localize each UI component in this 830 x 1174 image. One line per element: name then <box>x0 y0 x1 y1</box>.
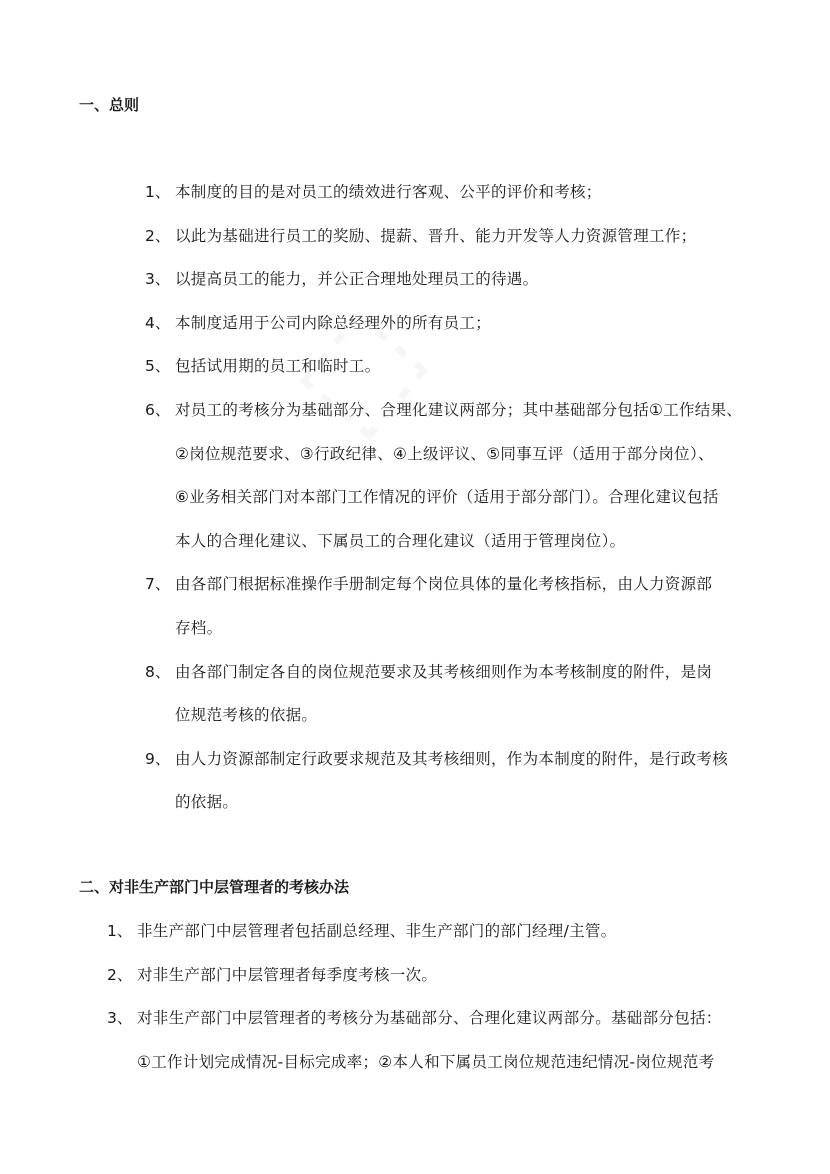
list-item-text: 本制度适用于公司内除总经理外的所有员工； <box>175 313 492 332</box>
section-heading: 二、对非生产部门中层管理者的考核办法 <box>79 878 350 896</box>
section-heading: 一、总则 <box>79 96 140 114</box>
list-item-text: 的依据。 <box>175 793 239 812</box>
list-item-text: 非生产部门中层管理者包括副总经理、非生产部门的部门经理/主管。 <box>137 922 617 940</box>
list-item-text: 本人的合理化建议、下属员工的合理化建议（适用于管理岗位）。 <box>175 531 626 550</box>
list-item-text: 位规范考核的依据。 <box>175 706 318 725</box>
list-item-number: 1、 <box>107 922 133 940</box>
list-item-number: 3、 <box>107 1009 133 1028</box>
list-item-number: 9、 <box>145 749 171 768</box>
list-item-text: 包括试用期的员工和临时工。 <box>175 357 381 376</box>
list-item-text: 由人力资源部制定行政要求规范及其考核细则，作为本制度的附件，是行政考核 <box>175 749 729 768</box>
list-item-number: 7、 <box>145 575 171 594</box>
list-item-text: ⑥业务相关部门对本部门工作情况的评价（适用于部分部门）。合理化建议包括 <box>175 488 719 507</box>
list-item-text: 存档。 <box>175 619 223 637</box>
list-item-text: 对非生产部门中层管理者的考核分为基础部分、合理化建议两部分。基础部分包括： <box>137 1009 722 1028</box>
list-item-number: 8、 <box>145 662 171 681</box>
list-item-number: 3、 <box>145 270 171 289</box>
list-item-text: 对非生产部门中层管理者每季度考核一次。 <box>137 965 438 984</box>
list-item-text: 以提高员工的能力，并公正合理地处理员工的待遇。 <box>175 270 539 289</box>
list-item-number: 2、 <box>145 226 171 245</box>
list-item-number: 4、 <box>145 313 171 332</box>
list-item-number: 1、 <box>145 183 171 201</box>
list-item-text: 由各部门制定各自的岗位规范要求及其考核细则作为本考核制度的附件，是岗 <box>175 662 713 681</box>
list-item-text: 本制度的目的是对员工的绩效进行客观、公平的评价和考核； <box>175 183 602 201</box>
list-item-text: 以此为基础进行员工的奖励、提薪、晋升、能力开发等人力资源管理工作； <box>175 226 697 245</box>
list-item-text: 由各部门根据标准操作手册制定每个岗位具体的量化考核指标，由人力资源部 <box>175 575 713 594</box>
list-item-text: 对员工的考核分为基础部分、合理化建议两部分；其中基础部分包括①工作结果、 <box>175 401 743 419</box>
list-item-text: ②岗位规范要求、③行政纪律、④上级评议、⑤同事互评（适用于部分岗位）、 <box>175 444 714 463</box>
list-item-number: 6、 <box>145 401 171 419</box>
list-item-number: 2、 <box>107 965 133 984</box>
list-item-text: ①工作计划完成情况-目标完成率；②本人和下属员工岗位规范违纪情况-岗位规范考 <box>137 1052 715 1071</box>
list-item-number: 5、 <box>145 357 171 376</box>
